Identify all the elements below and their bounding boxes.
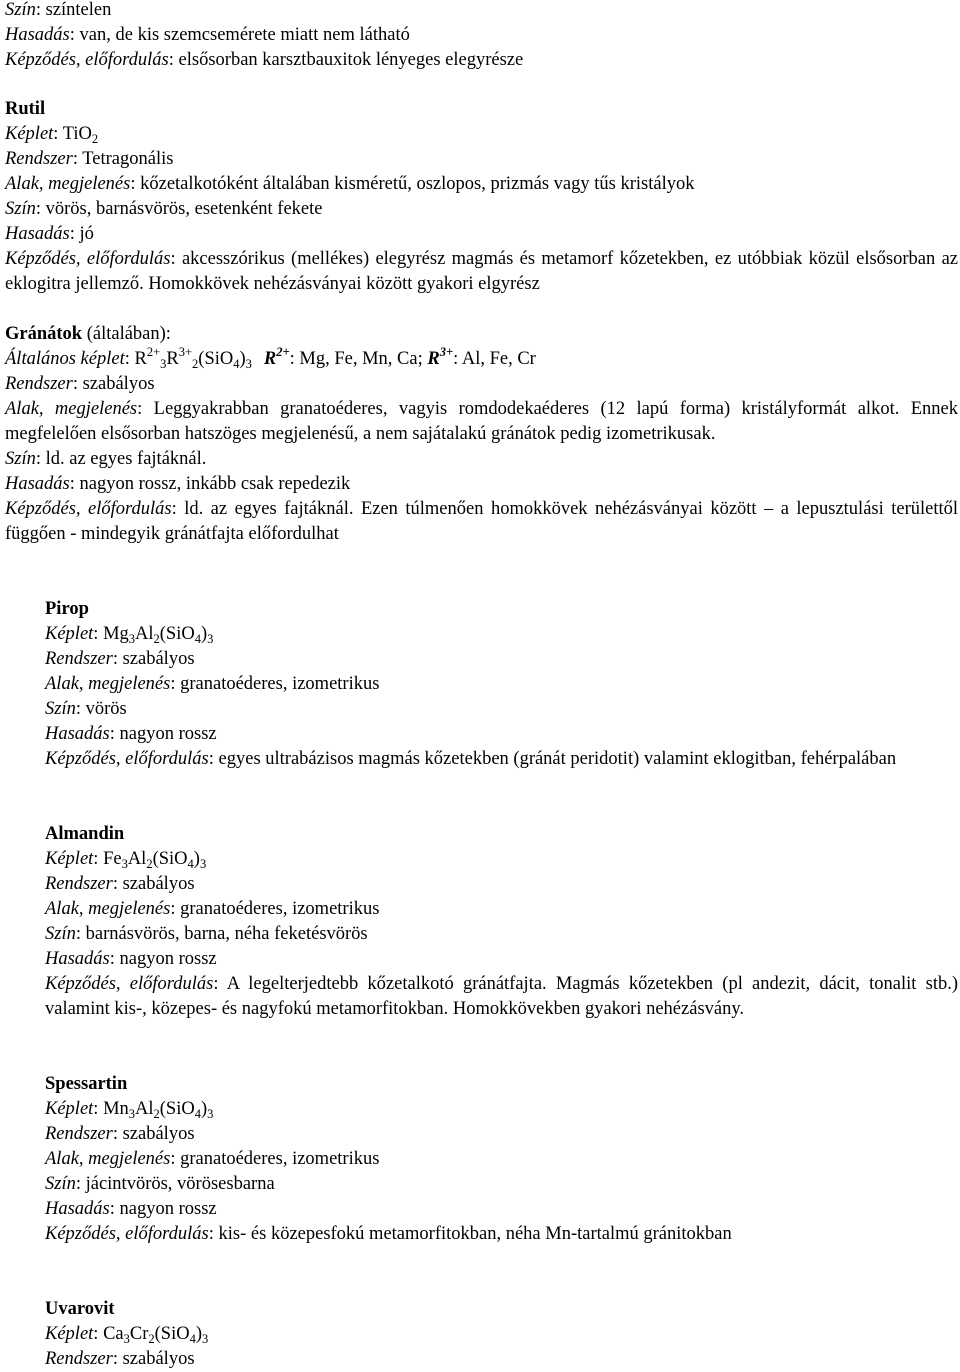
kepzodes-paragraph: Képződés, előfordulás: egyes ultrabázisos magmás kőzetekben (gránát peridotit) valamint eklogitban, fehérpalában (45, 749, 897, 769)
r3-definition: $R^{3+}$: Al, Fe, Cr (427, 345, 536, 369)
granatok-section (5, 322, 958, 547)
rendszer-line: Rendszer: szabályos (45, 649, 195, 669)
keplet-line: Képlet: TiO$_2$ (5, 124, 99, 146)
szin-line: Szín: jácintvörös, vörösesbarna (45, 1174, 275, 1194)
hasadas-line: Hasadás: van, de kis szemcsemérete miatt nem látható (5, 25, 410, 45)
keplet-line: Képlet: $Mg_3Al_2(SiO_4)_3$ (45, 624, 214, 646)
szin-line: Szín: ld. az egyes fajtáknál. (5, 449, 207, 469)
alak-line: Alak, megjelenés: granatoéderes, izometrikus (45, 899, 380, 919)
alak-line: Alak, megjelenés: granatoéderes, izometrikus (45, 674, 380, 694)
mineral-heading-almandin: Almandin (45, 824, 125, 844)
alak-line: Alak, megjelenés: granatoéderes, izometrikus (45, 1149, 380, 1169)
mineral-heading-rutil: Rutil (5, 99, 46, 119)
kepzodes-paragraph: Képződés, előfordulás: A legelterjedtebb kőzetalkotó gránátfajta. Magmás kőzetekben (pl andezit, dácit, tonalit stb.) valamint kis-, közepes- és nagyfokú metamorfitokban. Homokkövekben gyakori nehézásvány. (45, 974, 958, 1019)
hasadas-line: Hasadás: nagyon rossz, inkább csak repedezik (5, 474, 351, 494)
kepzodes-line: Képződés, előfordulás: kis- és közepesfokú metamorfitokban, néha Mn-tartalmú gránitokban (45, 1224, 732, 1244)
formula: $Ca_3Cr_2(SiO_4)_3$ (103, 1324, 209, 1346)
mineral-heading-uvarovit: Uvarovit (45, 1299, 115, 1319)
rutil-section (5, 97, 958, 297)
hasadas-value: van, de kis szemcsemérete miatt nem látható (79, 25, 410, 45)
previous-mineral-section (5, 0, 958, 73)
r2-definition: $R^{2+}$: Mg, Fe, Mn, Ca; (263, 345, 423, 369)
spessartin-section (45, 1072, 958, 1247)
rendszer-line: Rendszer: Tetragonális (5, 149, 174, 169)
alak-line: Alak, megjelenés: kőzetalkotóként általában kisméretű, oszlopos, prizmás vagy tűs kristályok (5, 174, 695, 194)
alak-paragraph: Alak, megjelenés: Leggyakrabban granatoéderes, vagyis romdodekaéderes (12 lapú forma) kristályformát alkot. Ennek megfelelően elsősorban hatszöges megjelenésű, a nem sajátalakú gránátok pedig izometrikusak. (5, 399, 958, 444)
formula: $Mg_3Al_2(SiO_4)_3$ (103, 624, 214, 646)
keplet-line: Képlet: $Fe_3Al_2(SiO_4)_3$ (45, 849, 207, 871)
document-page (5, 0, 958, 1372)
hasadas-line: Hasadás: nagyon rossz (45, 949, 217, 969)
mineral-heading-pirop: Pirop (45, 599, 89, 619)
rendszer-line: Rendszer: szabályos (45, 874, 195, 894)
rendszer-line: Rendszer: szabályos (45, 1124, 195, 1144)
mineral-heading-spessartin: Spessartin (45, 1074, 128, 1094)
keplet-line: Képlet: $Mn_3Al_2(SiO_4)_3$ (45, 1099, 214, 1121)
uvarovit-section (45, 1297, 958, 1372)
general-formula: $R^{2+}_3R^{3+}_2(SiO_4)_3$ (134, 345, 252, 371)
szin-line: Szín: vörös, barnásvörös, esetenként fekete (5, 199, 323, 219)
kepzodes-line: Képződés, előfordulás: elsősorban karsztbauxitok lényeges elegyrésze (5, 50, 524, 70)
rendszer-line: Rendszer: szabályos (5, 374, 155, 394)
keplet-line: Képlet: $Ca_3Cr_2(SiO_4)_3$ (45, 1324, 209, 1346)
formula: $Fe_3Al_2(SiO_4)_3$ (103, 849, 207, 871)
szin-line: Szín: barnásvörös, barna, néha feketésvörös (45, 924, 368, 944)
pirop-section (45, 597, 958, 772)
hasadas-line: Hasadás: jó (5, 224, 94, 244)
group-heading-granatok: Gránátok (általában): (5, 324, 171, 344)
altalanos-keplet-line: Általános képlet: $R^{2+}_3R^{3+}_2(SiO_4)_3$ $R^{2+}$: Mg, Fe, Mn, Ca; $R^{3+}$: Al, Fe, Cr (5, 345, 536, 371)
kepzodes-paragraph: Képződés, előfordulás: ld. az egyes fajtáknál. Ezen túlmenően homokkövek nehézásványai között – a lepusztulási területtől függően - mindegyik gránátfajta előfordulhat (5, 499, 958, 544)
formula: $Mn_3Al_2(SiO_4)_3$ (103, 1099, 214, 1121)
almandin-section (45, 822, 958, 1022)
kepzodes-paragraph: Képződés, előfordulás: akcesszórikus (mellékes) elegyrész magmás és metamorf kőzetekben, ez utóbbiak közül elsősorban az eklogitra jellemző. Homokkövek nehézásványai között gyakori elgyrész (5, 249, 958, 294)
formula: TiO$_2$ (62, 124, 99, 146)
hasadas-line: Hasadás: nagyon rossz (45, 1199, 217, 1219)
rendszer-line: Rendszer: szabályos (45, 1349, 195, 1369)
szin-line: Szín: színtelen (5, 0, 112, 20)
hasadas-line: Hasadás: nagyon rossz (45, 724, 217, 744)
kepzodes-value: elsősorban karsztbauxitok lényeges elegyrésze (178, 50, 524, 70)
szin-value: színtelen (45, 0, 112, 20)
szin-line: Szín: vörös (45, 699, 127, 719)
